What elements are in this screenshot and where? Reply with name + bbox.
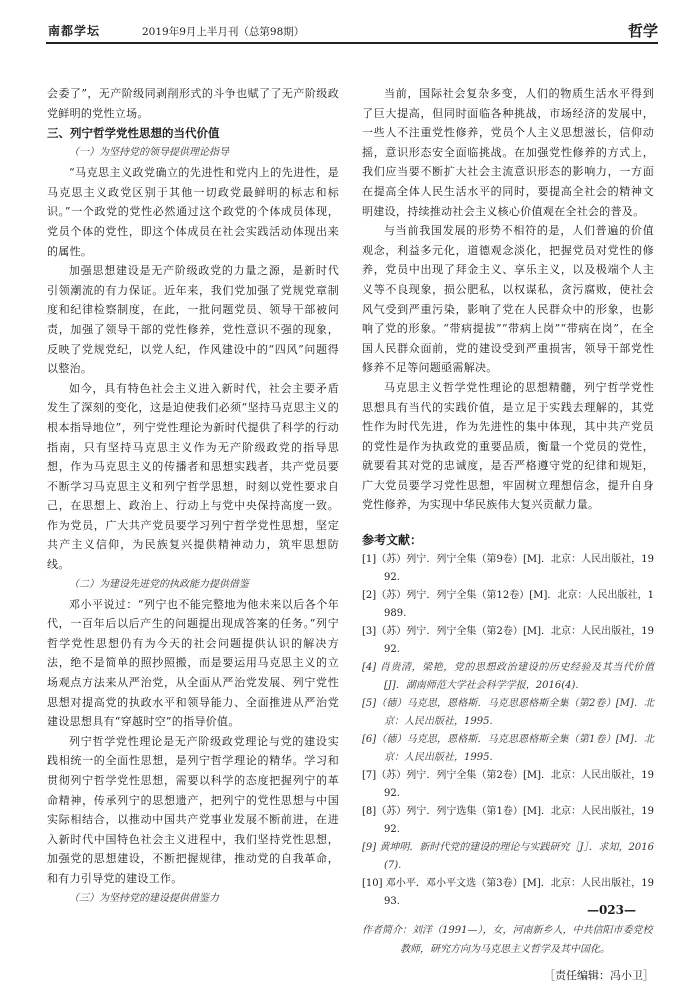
section-label: 哲学	[627, 22, 658, 40]
paragraph: 列宁哲学党性理论是无产阶级政党理论与党的建设实践相统一的全面性思想，是列宁哲学理论的精华。学习和贯彻列宁哲学党性思想，需要以科学的态度把握列宁的革命精神，传承列宁的思想遗产，把列宁的党性思想与中国实际相结合，以推动中国共产党事业发展不断前进，在进入新时代中国特色社会主义进程中，我们坚持党性思想，加强党的思想建设，不断把握规律，推动党的自我革命，和有力引导党的建设工作。	[47, 734, 339, 885]
references-title: 参考文献：	[362, 533, 423, 548]
paragraph: 马克思主义哲学党性理论的思想精髓，列宁哲学党性思想具有当代的实践价值，是立足于实践去理解的，其党性作为时代先进，作为先进性的集中体现，其中共产党员的党性是作为执政党的重要品质，衡量一个党员的党性，就要看其对党的忠诚度，是否严格遵守党的纪律和规矩，广大党员要学习党性思想，牢固树立理想信念，提升自身党性修养，为实现中华民族伟大复兴贡献力量。	[362, 380, 654, 512]
reference-item: [7]（苏）列宁．列宁全集（第2卷）[M]．北京：人民出版社，1992.	[362, 770, 654, 800]
paragraph: 加强思想建设是无产阶级政党的力量之源，是新时代引领潮流的有力保证。近年来，我们党加强了党规党章制度和纪律检察制度，在此，一批问题党员、领导干部被问责，加强了领导干部的党性修养，党性意识不强的现象，反映了党规党纪，以党人纪，作风建设中的“四风”问题得以整治。	[47, 264, 339, 376]
reference-item: [8]（苏）列宁．列宁选集（第1卷）[M]．北京：人民出版社，1992.	[362, 806, 654, 836]
author-bio: 作者简介：刘洋（1991—），女，河南新乡人，中共信阳市委党校教师，研究方向为马克思主义哲学及其中国化。	[362, 925, 653, 956]
issue-info: 2019年9月上半月刊（总第98期）	[142, 26, 305, 38]
subsection-heading: （二）为建设先进党的执政能力提供借鉴	[69, 578, 249, 590]
page-number: —023—	[586, 903, 636, 917]
paragraph: 如今，具有特色社会主义进入新时代，社会主要矛盾发生了深刻的变化，这是迫使我们必须“坚持马克思主义的根本指导地位”，列宁党性理论为新时代提供了科学的行动指南，只有坚持马克思主义作为无产阶级政党的指导思想，作为马克思主义的传播者和思想实践者，共产党员要不断学习马克思主义和列宁哲学思想，时刻以党性要求自己，在思想上、政治上、行动上与党中央保持高度一致。作为党员，广大共产党员要学习列宁哲学党性思想，坚定共产主义信仰，为民族复兴提供精神动力，筑牢思想防线。	[47, 381, 339, 572]
left-column	[47, 84, 339, 909]
paragraph: 邓小平说过：“列宁也不能完整地为他未来以后各个年代，一百年后以后产生的问题提出现成答案的任务。”列宁哲学党性思想仍有为今天的社会问题提供认识的解决方法，绝不是简单的照抄照搬，而是要运用马克思主义的立场观点方法来从严治党，从全面从严治党发展、列宁党性思想对提高党的执政水平和领导能力、全面推进从严治党建设思想具有“穿越时空”的指导价值。	[47, 597, 339, 729]
reference-item: [5]（德）马克思，恩格斯．马克思恩格斯全集（第2卷）[M]．北京：人民出版社，1995.	[362, 698, 654, 728]
section-heading: 三、列宁哲学党性思想的当代价值	[47, 126, 220, 141]
paragraph: 与当前我国发展的形势不相符的是，人们普遍的价值观念，利益多元化，道德观念淡化，把握党员对党性的修养，党员中出现了拜金主义、享乐主义，以及极端个人主义等不良现象，损公肥私，以权谋私，贪污腐败，使社会风气受到严重污染，影响了党在人民群众中的形象，也影响了党的形象。“带病提拔”“带病上岗”“带病在岗”，在全国人民群众面前，党的建设受到严重损害，领导干部党性修养不足等问题亟需解决。	[362, 224, 654, 375]
reference-item: [1]（苏）列宁．列宁全集（第9卷）[M]．北京：人民出版社，1992.	[362, 554, 654, 584]
responsible-editor: ［责任编辑：冯小卫］	[544, 969, 654, 983]
subsection-heading: （三）为坚持党的建设提供借鉴力	[69, 892, 219, 904]
paragraph: 当前，国际社会复杂多变，人们的物质生活水平得到了巨大提高，但同时面临各种挑战，市场经济的发展中，一些人不注重党性修养，党员个人主义思想滋长，信仰动摇，意识形态安全面临挑战。在加强党性修养的方式上，我们应当要不断扩大社会主流意识形态的影响力，一方面在提高全体人民生活水平的同时，要提高全社会的精神文明建设，持续推动社会主义核心价值观在全社会的普及。	[362, 87, 654, 218]
reference-item: [4] 肖贵清，梁艳，党的思想政治建设的历史经验及其当代价值[J]．湖南师范大学社会科学学报，2016(4).	[362, 662, 654, 692]
paragraph: “马克思主义政党确立的先进性和党内上的先进性，是马克思主义政党区别于其他一切政党最鲜明的标志和标识。”一个政党的党性必然通过这个政党的个体成员体现，党员个体的党性，即这个体成员在社会实践活动体现出来的属性。	[47, 166, 339, 258]
journal-name: 南都学坛	[48, 24, 101, 38]
reference-item: [3]（苏）列宁．列宁全集（第2卷）[M]．北京：人民出版社，1992.	[362, 626, 654, 656]
reference-item: [10] 邓小平．邓小平文选（第3卷）[M]．北京：人民出版社，1993.	[362, 878, 654, 908]
reference-item: [6]（德）马克思，恩格斯．马克思恩格斯全集（第1卷）[M]．北京：人民出版社，1995.	[362, 734, 654, 764]
subsection-heading: （一）为坚持党的领导提供理论指导	[69, 147, 229, 159]
reference-item: [9] 黄坤明．新时代党的建设的理论与实践研究［J］．求知，2016(7).	[362, 842, 654, 872]
paragraph: 会委了”，无产阶级同剥削形式的斗争也赋了了无产阶级政党鲜明的党性立场。	[47, 87, 339, 120]
running-header	[46, 20, 658, 44]
right-column	[362, 84, 654, 987]
references-list	[362, 551, 654, 911]
reference-item: [2]（苏）列宁．列宁全集（第12卷）[M]．北京：人民出版社，1989.	[362, 590, 654, 620]
